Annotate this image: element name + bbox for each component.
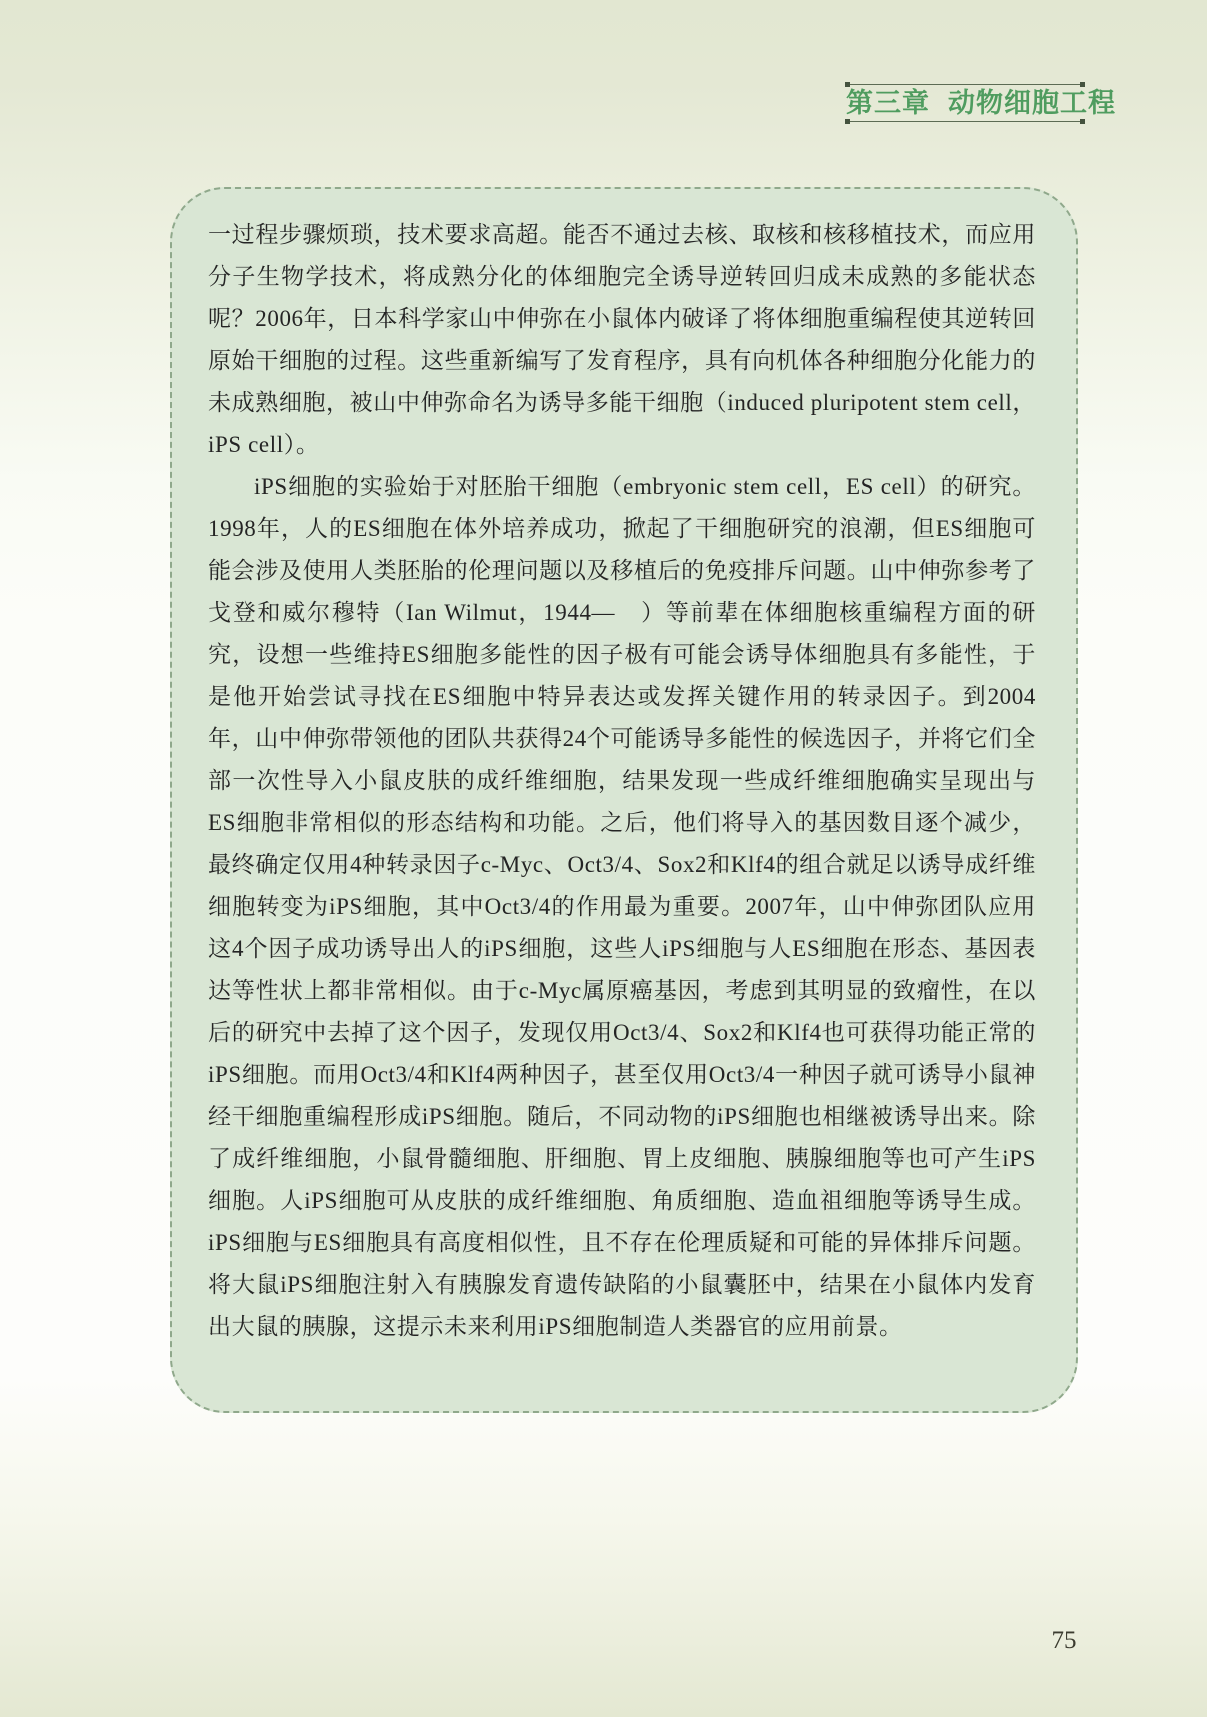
rule-end-dot [845,119,850,124]
chapter-header [846,84,1116,122]
chapter-heading [846,85,1116,121]
chapter-title: 动物细胞工程 [948,88,1116,118]
rule-end-dot [1080,119,1085,124]
page-number: 75 [1051,1627,1077,1654]
content-box [170,187,1078,1413]
chapter-number-label: 第三章 [846,88,930,118]
chapter-rule-bottom [846,121,1084,122]
body-paragraph: 一过程步骤烦琐，技术要求高超。能否不通过去核、取核和核移植技术，而应用分子生物学技术，将成熟分化的体细胞完全诱导逆转回归成未成熟的多能状态呢？2006年，日本科学家山中伸弥在小鼠体内破译了将体细胞重编程使其逆转回原始干细胞的过程。这些重新编写了发育程序，具有向机体各种细胞分化能力的未成熟细胞，被山中伸弥命名为诱导多能干细胞（induced pluripotent stem cell，iPS cell）。 [208,222,1036,457]
chapter-rule-top [846,84,1084,85]
rule-end-dot [845,82,850,87]
body-paragraph: iPS细胞的实验始于对胚胎干细胞（embryonic stem cell，ES cell）的研究。1998年，人的ES细胞在体外培养成功，掀起了干细胞研究的浪潮，但ES细胞可能会涉及使用人类胚胎的伦理问题以及移植后的免疫排斥问题。山中伸弥参考了戈登和威尔穆特（Ian Wilmut，1944— ）等前辈在体细胞核重编程方面的研究，设想一些维持ES细胞多能性的因子极有可能会诱导体细胞具有多能性，于是他开始尝试寻找在ES细胞中特异表达或发挥关键作用的转录因子。到2004年，山中伸弥带领他的团队共获得24个可能诱导多能性的候选因子，并将它们全部一次性导入小鼠皮肤的成纤维细胞，结果发现一些成纤维细胞确实呈现出与ES细胞非常相似的形态结构和功能。之后，他们将导入的基因数目逐个减少，最终确定仅用4种转录因子c-Myc、Oct3/4、Sox2和Klf4的组合就足以诱导成纤维细胞转变为iPS细胞，其中Oct3/4的作用最为重要。2007年，山中伸弥团队应用这4个因子成功诱导出人的iPS细胞，这些人iPS细胞与人ES细胞在形态、基因表达等性状上都非常相似。由于c-Myc属原癌基因，考虑到其明显的致瘤性，在以后的研究中去掉了这个因子，发现仅用Oct3/4、Sox2和Klf4也可获得功能正常的iPS细胞。而用Oct3/4和Klf4两种因子，甚至仅用Oct3/4一种因子就可诱导小鼠神经干细胞重编程形成iPS细胞。随后，不同动物的iPS细胞也相继被诱导出来。除了成纤维细胞，小鼠骨髓细胞、肝细胞、胃上皮细胞、胰腺细胞等也可产生iPS细胞。人iPS细胞可从皮肤的成纤维细胞、角质细胞、造血祖细胞等诱导生成。iPS细胞与ES细胞具有高度相似性，且不存在伦理质疑和可能的异体排斥问题。将大鼠iPS细胞注射入有胰腺发育遗传缺陷的小鼠囊胚中，结果在小鼠体内发育出大鼠的胰腺，这提示未来利用iPS细胞制造人类器官的应用前景。 [208,474,1036,1339]
rule-end-dot [1080,82,1085,87]
